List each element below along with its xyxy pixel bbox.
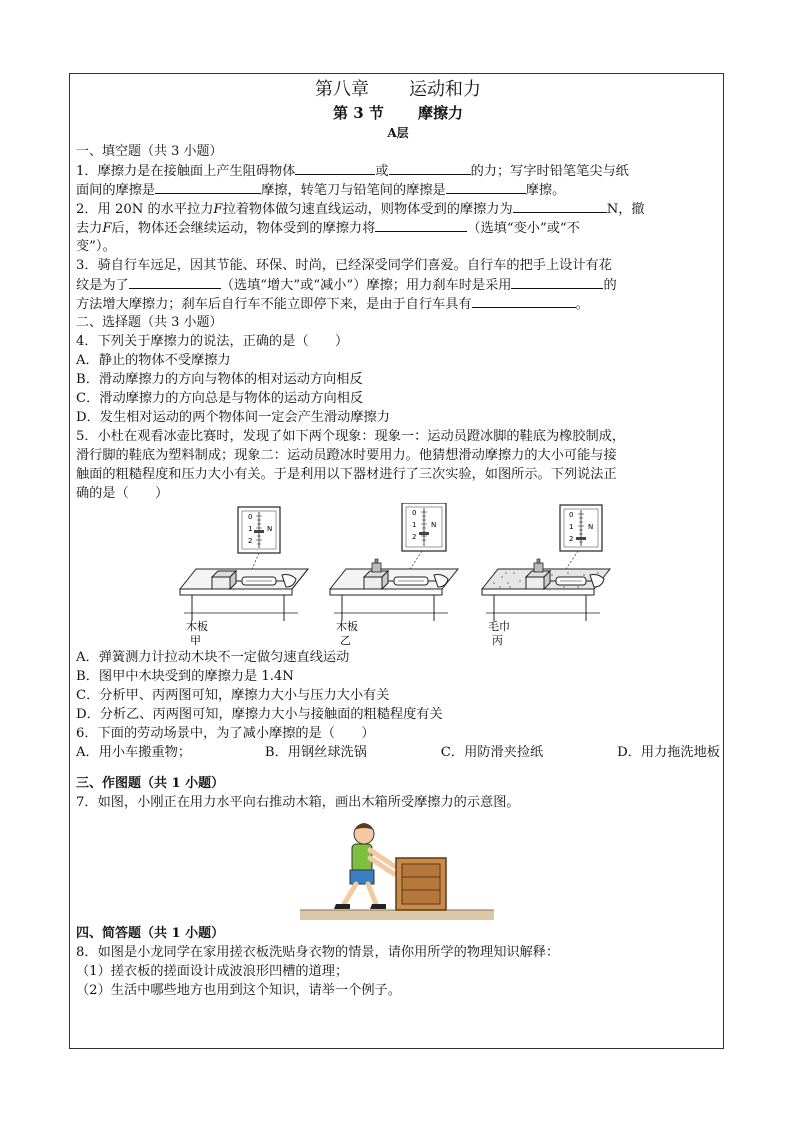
q3-text-b: （选填“增大”或“减小”）摩擦；用力刹车时是采用 [220,278,512,293]
q6-stem: 6．下面的劳动场景中，为了减小摩擦的是（ ） [76,726,375,741]
gauge-tick-0: 0 [248,513,253,521]
floor [300,910,494,920]
gauge-tick-2: 2 [412,533,417,541]
q2-force-symbol: F [213,202,223,217]
gauge-unit: N [588,523,594,531]
weight-icon [372,563,381,572]
q2-line1 [76,199,720,218]
q2-text-a: 2．用 20N 的水平拉力 [76,202,214,217]
chapter-number: 第八章 [315,79,369,100]
q4-option-a[interactable]: A．静止的物体不受摩擦力 [76,353,231,368]
q2-text-d: 去力 [76,221,103,236]
q1-blank-2[interactable] [389,161,471,175]
wooden-crate [396,858,446,910]
q3-blank-3[interactable] [472,294,576,308]
gauge-unit: N [267,525,273,533]
gauge-tick-1: 1 [248,525,253,533]
section-number: 第 3 节 [333,104,384,122]
wooden-block-with-weight [364,559,388,589]
q5-line2: 滑行脚的鞋底为塑料制成；现象二：运动员蹬冰时要用力。他猜想滑动摩擦力的大小可能与接 [76,448,617,463]
q6-options [76,743,720,762]
q4-option-b[interactable]: B．滑动摩擦力的方向与物体的相对运动方向相反 [76,372,363,387]
q4-option-c[interactable]: C．滑动摩擦力的方向总是与物体的运动方向相反 [76,391,364,406]
section-name: 摩擦力 [417,104,463,122]
spring-scale-gauge [238,507,280,569]
figure-yi [322,503,462,648]
q5-figures [76,503,720,648]
q1-text-e: 摩擦，转笔刀与铅笔间的摩擦是 [261,183,446,198]
q3-line3 [76,294,720,313]
q6-option-b[interactable]: B．用钢丝球洗锅 [264,745,367,760]
q8-sub-2: （2）生活中哪些地方也用到这个知识，请举一个例子。 [76,983,401,998]
level-label: A层 [387,126,409,140]
q1-line2 [76,180,720,199]
q2-line3: 变”）。 [76,239,116,254]
gauge-tick-1: 1 [569,523,574,531]
part3-heading-text: 三、作图题（共 1 小题） [76,776,225,791]
q4-option-d[interactable]: D．发生相对运动的两个物体间一定会产生滑动摩擦力 [76,410,390,425]
q1-text-c: 的力；写字时铅笔笔尖与纸 [470,164,629,179]
spring-scale-gauge [560,505,602,569]
figure-jia-label: 甲 [190,634,201,647]
q2-force-symbol-2: F [102,221,112,236]
q5-line3: 触面的粗糙程度和压力大小有关。于是利用以下器材进行了三次实验，如图所示。下列说法正 [76,467,617,482]
q1-text-f: 摩擦。 [525,183,566,198]
q1-blank-4[interactable] [446,180,526,194]
part3-heading [76,774,720,793]
part4-heading-text: 四、简答题（共 1 小题） [76,926,225,941]
chapter-name: 运动和力 [409,79,481,100]
q1-text-b: 或 [375,164,389,179]
figure-yi-surface: 木板 [336,620,358,633]
chapter-title [76,78,720,102]
q5-option-d[interactable]: D．分析乙、丙两图可知，摩擦力大小与接触面的粗糙程度有关 [76,707,443,722]
figure-bing [474,503,614,648]
q2-blank-1[interactable] [513,199,607,213]
q1-text-d: 面间的摩擦是 [76,183,156,198]
part4-heading [76,924,720,943]
q3-blank-1[interactable] [129,275,221,289]
worksheet-content [76,76,720,1000]
figure-jia [172,503,312,648]
q3-text-c: 的 [603,278,617,293]
q8-stem: 8．如图是小龙同学在家用搓衣板洗贴身衣物的情景，请你用所学的物理知识解释： [76,945,560,960]
q6-option-d[interactable]: D．用力拖洗地板 [617,745,720,760]
q2-text-f: （选填“变小”或“不 [467,221,580,236]
boy-pushing [334,823,394,909]
q8-sub-1: （1）搓衣板的搓面设计成波浪形凹槽的道理； [76,964,349,979]
q3-text-a: 纹是为了 [76,278,129,293]
figure-bing-label: 丙 [492,634,503,647]
q6-option-a[interactable]: A．用小车搬重物； [76,745,192,760]
q2-text-e: 后，物体还会继续运动，物体受到的摩擦力将 [111,221,376,236]
gauge-tick-2: 2 [248,537,253,545]
q1-text-a: 1．摩擦力是在接触面上产生阻碍物体 [76,164,296,179]
q3-line2 [76,275,720,294]
gauge-tick-2: 2 [569,535,574,543]
q2-line2 [76,218,720,237]
q5-line1: 5．小杜在观看冰壶比赛时，发现了如下两个现象：现象一：运动员蹬冰脚的鞋底为橡胶制成， [76,429,626,444]
gauge-unit: N [431,521,437,529]
section-title [76,102,720,124]
gauge-tick-1: 1 [412,521,417,529]
figure-bing-surface: 毛巾 [488,620,510,633]
q5-option-a[interactable]: A．弹簧测力计拉动木块不一定做匀速直线运动 [76,650,350,665]
part2-heading: 二、选择题（共 3 小题） [76,315,223,330]
spring-scale-gauge [402,503,446,569]
q7-stem: 7．如图，小刚正在用力水平向右推动木箱，画出木箱所受摩擦力的示意图。 [76,795,520,810]
q2-text-c: N，撤 [606,202,645,217]
q5-line4: 确的是（ ） [76,486,169,501]
weight-icon [534,563,543,572]
q1-line1 [76,161,720,180]
q3-line1: 3．骑自行车远足，因其节能、环保、时尚，已经深受同学们喜爱。自行车的把手上设计有花 [76,258,612,273]
q3-blank-2[interactable] [511,275,603,289]
wooden-block-with-weight [526,559,550,589]
gauge-tick-0: 0 [412,509,417,517]
gauge-tick-0: 0 [569,511,574,519]
q5-option-c[interactable]: C．分析甲、丙两图可知，摩擦力大小与压力大小有关 [76,688,390,703]
figure-yi-label: 乙 [340,634,351,647]
q6-option-c[interactable]: C．用防滑夹捡纸 [440,745,544,760]
q2-blank-2[interactable] [375,218,467,232]
q4-stem: 4．下列关于摩擦力的说法，正确的是（ ） [76,334,349,349]
figure-jia-surface: 木板 [186,620,208,633]
q1-blank-1[interactable] [295,161,375,175]
q3-text-d: 方法增大摩擦力；刹车后自行车不能立即停下来，是由于自行车具有 [76,297,472,312]
q5-option-b[interactable]: B．图甲中木块受到的摩擦力是 1.4N [76,669,294,684]
q7-figure [76,816,720,924]
part1-heading: 一、填空题（共 3 小题） [76,144,223,159]
q2-text-b: 拉着物体做匀速直线运动，则物体受到的摩擦力为 [222,202,513,217]
q1-blank-3[interactable] [155,180,261,194]
wooden-block [212,571,236,589]
q3-text-e: 。 [575,297,589,312]
